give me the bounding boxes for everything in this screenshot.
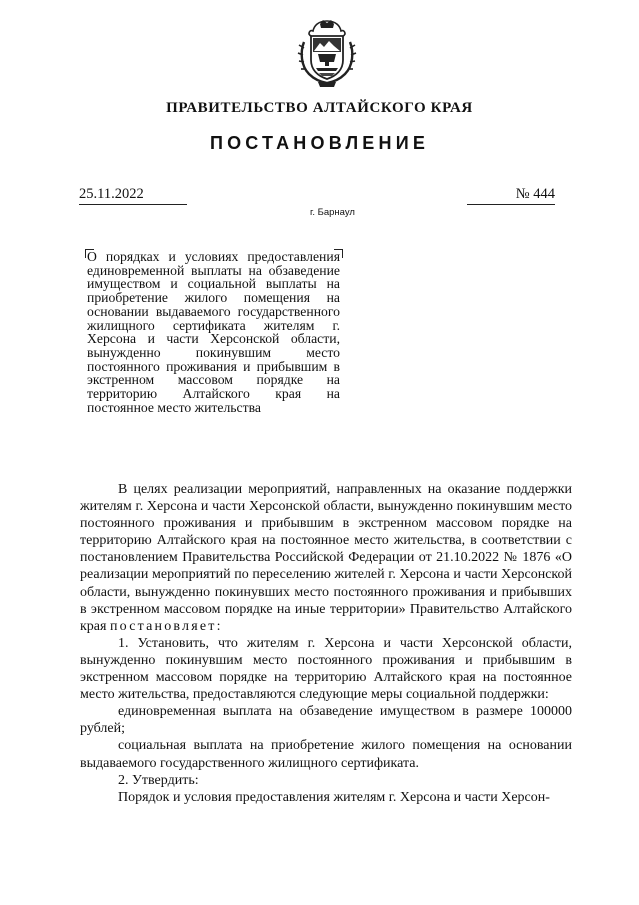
document-body [80,481,572,806]
decrees-word: постановляет: [109,618,223,634]
document-date: 25.11.2022 [79,186,187,205]
document-subject: О порядках и условиях предоставления единовременной выплаты на обзаведение имуществом и социальной выплаты на приобретение жилого помещения на основании выдаваемого государственного жилищного сертификата жителям г. Херсона и части Херсонской области, вынужденно покинувшим место постоянного проживания и прибывшим в экстренном массовом порядке на территорию Алтайского края на постоянное место жительства [87,249,340,415]
item-1-paragraph: 1. Установить, что жителям г. Херсона и части Херсонской области, вынужденно покинувшим место постоянного проживания и прибывшим в экстренном массовом порядке на территорию Алтайского края на постоянное место жительства, предоставляются следующие меры социальной поддержки: [80,635,572,703]
item-2-paragraph: 2. Утвердить: [118,772,199,788]
document-number: № 444 [467,186,555,205]
document-type: ПОСТАНОВЛЕНИЕ [209,133,430,153]
preamble-paragraph [80,481,572,635]
city-name: г. Барнаул [310,207,355,218]
organization-name: ПРАВИТЕЛЬСТВО АЛТАЙСКОГО КРАЯ [166,100,473,116]
preamble-text: В целях реализации мероприятий, направленных на оказание поддержки жителям г. Херсона и части Херсонской области, вынужденно покинувшим место постоянного проживания и прибывшим в экстренном массовом порядке на территорию Алтайского края на постоянное место жительства, в соответствии с постановлением Правительства Российской Федерации от 21.10.2022 № 1876 «О реализации мероприятий по переселению жителей г. Херсона и части Херсонской области, вынужденно покинувших место постоянного проживания и прибывших в экстренном массовом порядке на иные территории» Правительство Алтайского края [80,482,572,634]
measure-2-paragraph: социальная выплата на приобретение жилого помещения на основании выдаваемого государственного жилищного сертификата. [80,738,572,771]
coat-of-arms-icon [296,18,358,90]
measure-1-paragraph: единовременная выплата на обзаведение имуществом в размере 100000 рублей; [80,704,572,737]
item-2-text-paragraph: Порядок и условия предоставления жителям г. Херсона и части Херсон- [118,789,550,805]
